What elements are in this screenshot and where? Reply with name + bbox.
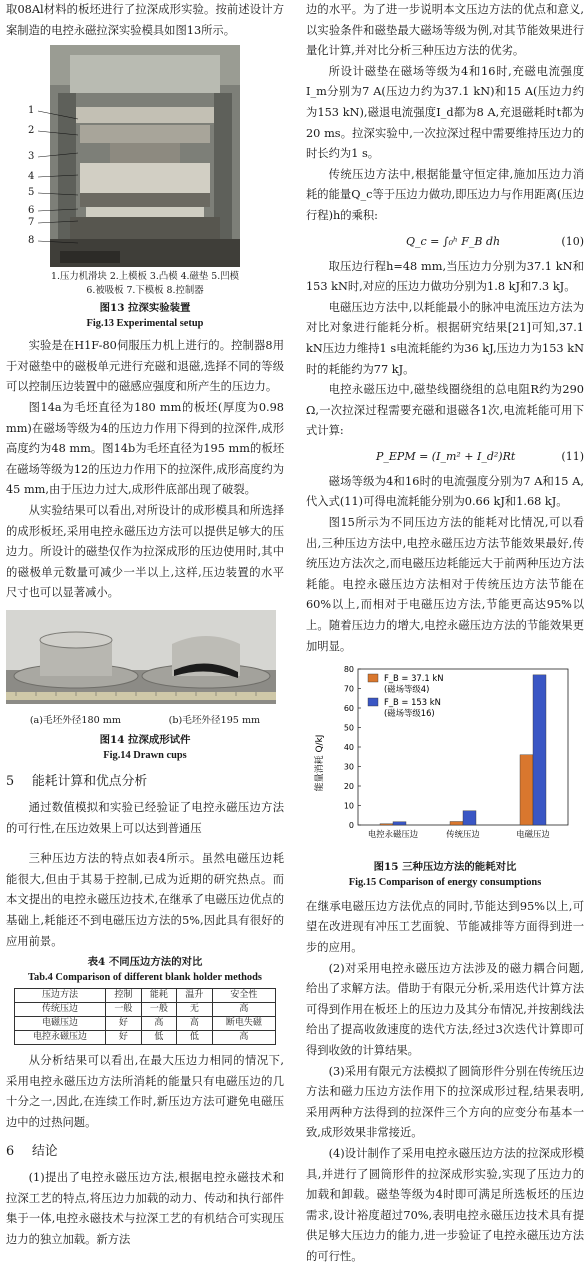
y-tick-label: 80	[343, 665, 354, 675]
table-cell: 好	[106, 1031, 142, 1045]
label-marker-1: 1	[28, 105, 35, 117]
table-cell: 低	[177, 1031, 213, 1045]
bar	[463, 811, 476, 825]
legend-label: F_B = 153 kN	[384, 697, 441, 708]
label-marker-3: 3	[28, 151, 35, 163]
paragraph: 电控永磁压边中,磁垫线圈绕组的总电阻R约为290 Ω,一次拉深过程需要充磁和退磁各1次,电流耗能可用下式计算:	[306, 383, 584, 438]
table-cell: 高	[212, 1031, 275, 1045]
paragraph: 电磁压边方法中,以耗能最小的脉冲电流压边方法为对比对象进行能耗分析。根据研究结果[21]可知,37.1 kN压边力维持1 s电流耗能约为36 kJ,压边力为153 kN时的耗能约为77 kJ。	[306, 300, 584, 376]
energy-chart	[306, 663, 584, 849]
paragraph: 从分析结果可以看出,在最大压边力相同的情况下,采用电控永磁压边方法所消耗的能量只有电磁压边的几十分之一,因此,在连续工作时,新压边方法可避免电磁压边中的过热问题。	[6, 1054, 284, 1130]
label-marker-4: 4	[28, 171, 35, 183]
section-5-heading	[6, 772, 284, 793]
bar	[533, 675, 546, 825]
paragraph: (4)设计制作了采用电控永磁压边方法的拉深成形模具,并进行了圆筒形件的拉深成形实验,实现了压边力的加载和卸载。磁垫等级为4时即可满足所选板坯的压边需求,设计裕度超过70%,表明电控永磁压边技术具有提供足够大压边力的能力,进一步验证了电控永磁压边方法的可行性。	[306, 1146, 584, 1263]
paragraph: 边的水平。为了进一步说明本文压边方法的优点和意义,以实验条件和磁垫最大磁场等级为例,对其节能效果进行量化计算,并对比分析三种压边方法的优劣。	[306, 3, 584, 58]
equation-10	[306, 227, 584, 257]
paragraph: 磁场等级为4和16时的电流强度分别为7 A和15 A,代入式(11)可得电流耗能分别为0.66 kJ和1.68 kJ。	[306, 474, 584, 509]
table-header: 安全性	[212, 989, 275, 1003]
y-tick-label: 30	[343, 762, 354, 772]
table-header: 控制	[106, 989, 142, 1003]
y-axis-label: 能量消耗 Q/kJ	[315, 734, 325, 792]
section-6-title: 结论	[32, 1143, 58, 1159]
bar	[520, 755, 533, 825]
table-cell: 一般	[106, 1003, 142, 1017]
fig15-caption-en: Fig.15 Comparison of energy consumptions	[348, 876, 542, 888]
fig14-sub-a: (a)毛坯外径180 mm	[29, 714, 121, 726]
table-cell: 电控永磁压边	[15, 1031, 106, 1045]
paragraph: (1)提出了电控永磁压边方法,根据电控永磁技术和拉深工艺的特点,将压边力加载的动力、传动和执行部件集于一体,电控永磁技术与拉深工艺的有机结合可实现压边力的独立加载。新方法	[6, 1171, 284, 1246]
paragraph: 传统压边方法中,根据能量守恒定律,施加压边力消耗的能量Q_c等于压边力做功,即压边力与作用距离(压边行程)h的乘积:	[306, 167, 584, 222]
fig13-legend-2: 6.被吸板 7.下模板 8.控制器	[86, 285, 204, 297]
bar	[450, 822, 463, 826]
y-tick-label: 40	[343, 743, 354, 753]
figure-15	[306, 663, 584, 891]
figure-14	[6, 610, 284, 764]
right-column	[306, 0, 584, 1268]
press-photo	[50, 45, 240, 267]
label-marker-2: 2	[28, 125, 35, 137]
paragraph: 取压边行程h=48 mm,当压边力分别为37.1 kN和153 kN时,对应的压边力做功分别为1.8 kJ和7.3 kJ。	[306, 259, 584, 294]
fig14-caption-en: Fig.14 Drawn cups	[103, 749, 187, 761]
table-cell: 电磁压边	[15, 1017, 106, 1031]
y-tick-label: 60	[343, 704, 354, 714]
fig15-caption-cn: 图15 三种压边方法的能耗对比	[373, 860, 517, 873]
table-cell: 断电失磁	[212, 1017, 275, 1031]
legend-swatch	[368, 698, 378, 706]
fig14-caption-cn: 图14 拉深成形试件	[99, 733, 191, 746]
table4-caption-en: Tab.4 Comparison of different blank holder methods	[28, 972, 262, 984]
label-marker-6: 6	[28, 205, 35, 217]
paragraph: 在继承电磁压边方法优点的同时,节能达到95%以上,可望在改进现有冲压工艺面貌、节能减排等方面得到进一步的应用。	[306, 899, 584, 954]
table-header: 压边方法	[15, 989, 106, 1003]
equation-11	[306, 442, 584, 472]
label-marker-5: 5	[28, 187, 35, 199]
fig13-legend-1: 1.压力机滑块 2.上模板 3.凸模 4.磁垫 5.凹模	[51, 271, 239, 283]
section-5-number: 5	[6, 773, 15, 789]
legend-label: (磁场等级16)	[384, 708, 435, 719]
paragraph: 图15所示为不同压边方法的能耗对比情况,可以看出,三种压边方法中,电控永磁压边方法节能效果最好,传统压边方法次之,而电磁压边耗能远大于前两种压边方法耗能。电控永磁压边方法相对于传统压边方法节能在60%以上,而相对于电磁压边方法,节能更高达95%以上。随着压边力的增大,电控永磁压边方法的节能效果更加明显。	[306, 516, 584, 653]
equation-10-body: Q_c = ∫₀ʰ F_B dh	[406, 234, 501, 248]
y-tick-label: 0	[348, 821, 354, 831]
equation-11-body: P_EPM = (I_m² + I_d²)Rt	[376, 449, 516, 463]
table-cell: 高	[141, 1017, 177, 1031]
y-tick-label: 10	[343, 801, 354, 811]
table-cell: 无	[177, 1003, 213, 1017]
paragraph: 取08Al材料的板坯进行了拉深成形实验。按前述设计方案制造的电控永磁拉深实验模具如图13所示。	[6, 3, 284, 37]
table-cell: 一般	[141, 1003, 177, 1017]
comparison-table	[14, 988, 276, 1045]
y-tick-label: 20	[343, 782, 354, 792]
paragraph: 图14a为毛坯直径为180 mm的板坯(厚度为0.98 mm)在磁场等级为4的压边力作用下得到的拉深件,成形高度约为48 mm。图14b为毛坯直径为195 mm的板坯在磁场等级为12的压边力作用下的拉深件,成形高度约为45 mm,由于压边力过大,成形件底部出现了破裂。	[6, 400, 284, 497]
paragraph: 三种压边方法的特点如表4所示。虽然电磁压边耗能很大,但由于其易于控制,已成为近期的研究热点。而本文提出的电控永磁压边技术,在继承了电磁压边优点的基础上,耗能还不到电磁压边方法的5%,因此具有很好的应用前景。	[6, 852, 284, 948]
x-tick-label: 传统压边	[446, 829, 480, 840]
leader-lines	[38, 45, 78, 267]
y-tick-label: 70	[343, 684, 354, 694]
table-cell: 高	[212, 1003, 275, 1017]
section-5-title: 能耗计算和优点分析	[32, 773, 148, 789]
paragraph: (3)采用有限元方法模拟了圆筒形件分别在传统压边方法和磁力压边方法作用下的拉深成形过程,结果表明,采用两种方法得到的拉深件三个方向的应变分布基本一致,成形效果非常接近。	[306, 1064, 584, 1140]
table-row	[15, 1031, 276, 1045]
drawn-cups-photo	[6, 610, 276, 704]
table-header: 能耗	[141, 989, 177, 1003]
label-marker-8: 8	[28, 235, 35, 247]
section-6-number: 6	[6, 1143, 15, 1159]
table-header-row	[15, 989, 276, 1003]
table-header: 温升	[177, 989, 213, 1003]
left-column	[6, 0, 284, 1251]
table-cell: 高	[177, 1017, 213, 1031]
fig13-caption-cn: 图13 拉深实验装置	[99, 302, 191, 315]
bar	[380, 824, 393, 825]
paragraph: 从实验结果可以看出,对所设计的成形模具和所选择的成形板坯,采用电控永磁压边方法可以提供足够大的压边力。所设计的磁垫仅作为拉深成形的压边使用时,其中的磁极单元数量可减少一半以上,这样,压边装置的水平尺寸也可以显著减小。	[6, 503, 284, 600]
y-tick-label: 50	[343, 723, 354, 733]
x-tick-label: 电控永磁压边	[367, 829, 419, 840]
table4-caption-cn: 表4 不同压边方法的对比	[87, 956, 203, 969]
table-row	[15, 1017, 276, 1031]
paragraph: 所设计磁垫在磁场等级为4和16时,充磁电流强度I_m分别为7 A(压边力约为37.1 kN)和15 A(压边力约为153 kN),磁退电流强度I_d都为8 A,充退磁耗时t都为20 ms。拉深实验中,一次拉深过程中需要维持压边力的时长约为1 s。	[306, 64, 584, 161]
legend-label: (磁场等级4)	[384, 684, 430, 695]
table-cell: 传统压边	[15, 1003, 106, 1017]
paragraph: (2)对采用电控永磁压边方法涉及的磁力耦合问题,给出了求解方法。借助于有限元分析,采用迭代计算方法可得到作用在板坯上的压边力及其分布情况,并按割线法给出了提高收敛速度的迭代方法,经过3次迭代计算即可得到收敛的计算结果。	[306, 961, 584, 1057]
fig14-sub-b: (b)毛坯外径195 mm	[168, 714, 261, 726]
x-tick-label: 电磁压边	[516, 829, 550, 840]
label-marker-7: 7	[28, 217, 35, 229]
table-cell: 好	[106, 1017, 142, 1031]
equation-11-number: (11)	[561, 449, 584, 463]
section-6-heading	[6, 1142, 284, 1163]
paragraph: 实验是在H1F-80伺服压力机上进行的。控制器8用于对磁垫中的磁极单元进行充磁和退磁,选择不同的等级可以控制压边装置中的磁感应强度和所产生的压边力。	[6, 339, 284, 394]
figure-13	[28, 45, 240, 267]
table-cell: 低	[141, 1031, 177, 1045]
table-row	[15, 1003, 276, 1017]
equation-10-number: (10)	[561, 234, 584, 248]
legend-swatch	[368, 674, 378, 682]
paragraph: 通过数值模拟和实验已经验证了电控永磁压边方法的可行性,在压边效果上可以达到普通压	[6, 801, 284, 835]
fig13-caption-en: Fig.13 Experimental setup	[86, 318, 204, 330]
bar	[393, 822, 406, 825]
legend-label: F_B = 37.1 kN	[384, 673, 444, 684]
